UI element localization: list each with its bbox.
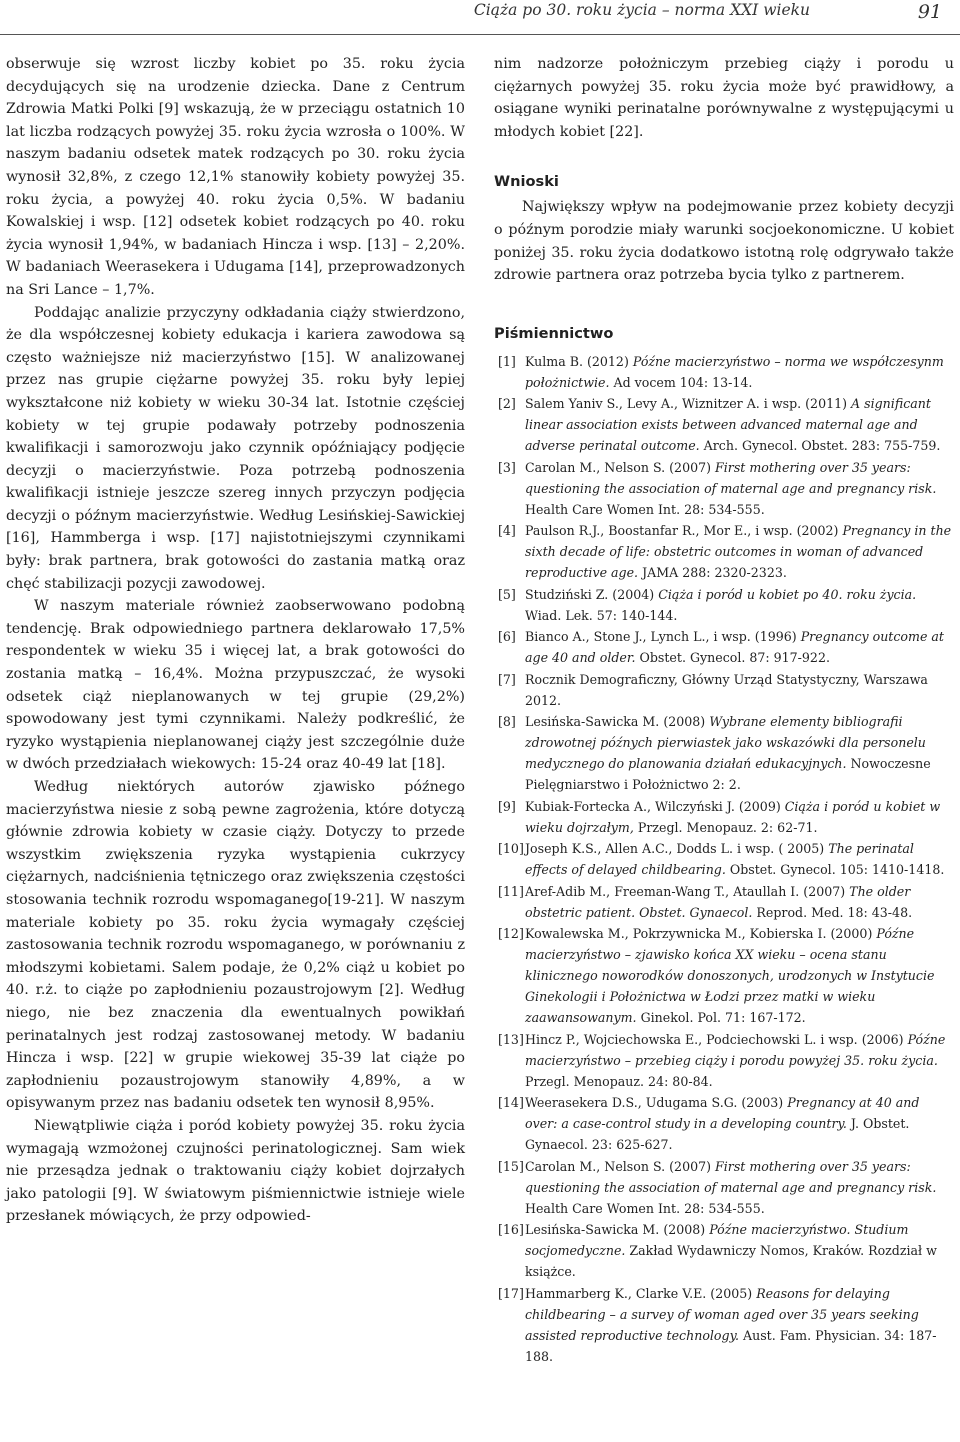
reference-title: Późne macierzyństwo – przebieg ciąży i porodu powyżej 35. roku życia. [525,1031,946,1068]
left-column [6,53,465,1228]
reference-source: JAMA 288: 2320-2323. [638,565,787,581]
reference-number: [16] [498,1222,524,1238]
page-number: 91 [917,1,942,23]
reference-source: Reprod. Med. 18: 43-48. [752,904,913,920]
reference-number: [2] [498,396,516,412]
reference-number: [11] [498,883,524,899]
reference-title: A significant linear association exists between advanced maternal age and adverse perinatal outcome. [525,396,931,454]
body-paragraph: obserwuje się wzrost liczby kobiet po 35. roku życia decydujących się na urodzenie dziecka. Dane z Centrum Zdrowia Matki Polki [9] wskazują, że w przeciągu ostatnich 10 lat liczba rodzących powyżej 35. roku życia wzrosła o 100%. W naszym badaniu odsetek matek rodzących po 30. roku życia wynosił 32,8%, z czego 12,1% stanowiły kobiety powyżej 35. roku życia, a powyżej 40. roku życia 0,5%. W badaniu Kowalskiej i wsp. [12] odsetek kobiet rodzących po 40. roku życia wynosił 1,94%, w badaniach Hincza i wsp. [13] – 2,20%. W badaniach Weerasekera i Udugama [14], przeprowadzonych na Sri Lance – 1,7%. [6,56,465,298]
reference-title: The older obstetric patient. Obstet. Gynaecol. [525,883,911,920]
reference-item [494,457,954,520]
reference-source: Arch. Gynecol. Obstet. 283: 755-759. [699,438,941,454]
reference-number: [8] [498,714,516,730]
conclusions-paragraph: Największy wpływ na podejmowanie przez kobiety decyzji o późnym porodzie miały warunki socjoekonomiczne. U kobiet poniżej 35. roku życia dodatkowo istotną rolę odgrywało także zdrowie partnera oraz potrzeba bycia tylko z partnerem. [494,199,954,284]
reference-authors: Carolan M., Nelson S. (2007) [525,459,716,475]
reference-title: Późne macierzyństwo. Studium socjomedyczne. [525,1222,909,1259]
reference-title: Reasons for delaying childbearing – a survey of woman aged over 35 years seeking assisted reproductive technology. [525,1285,919,1343]
reference-item [494,1283,954,1367]
reference-authors: Kowalewska M., Pokrzywnicka M., Kobierska I. (2000) [525,926,877,942]
reference-source: Obstet. Gynecol. 105: 1410-1418. [725,862,945,878]
reference-authors: Kulma B. (2012) [525,353,633,369]
reference-title: Późne macierzyństwo – norma we współczesynm położnictwie. [525,353,944,390]
reference-number: [5] [498,586,516,602]
reference-source: Health Care Women Int. 28: 534-555. [525,501,765,517]
reference-number: [7] [498,671,516,687]
reference-source: Aust. Fam. Physician. 34: 187-188. [525,1327,937,1364]
reference-title: The perinatal effects of delayed childbearing. [525,841,914,878]
reference-source: Zakład Wydawniczy Nomos, Kraków. Rozdział w książce. [525,1243,937,1280]
reference-source: Przegl. Menopauz. 24: 80-84. [525,1073,713,1089]
reference-authors: Aref-Adib M., Freeman-Wang T., Ataullah I. (2007) [525,883,850,899]
reference-item [494,626,954,668]
reference-number: [4] [498,523,516,539]
reference-title: Późne macierzyństwo – zjawisko końca XX wieku – ocena stanu klinicznego noworodków donoszonych, urodzonych w Instytucie Ginekologii i Położnictwa w Łodzi przez matki w wieku zaawansowanym. [525,926,935,1026]
reference-item [494,351,954,393]
reference-item [494,881,954,923]
reference-authors: Salem Yaniv S., Levy A., Wiznitzer A. i wsp. (2011) [525,396,852,412]
reference-item [494,923,954,1028]
reference-authors: Hincz P., Wojciechowska E., Podciechowski L. i wsp. (2006) [525,1031,908,1047]
reference-number: [13] [498,1031,524,1047]
reference-number: [9] [498,798,516,814]
reference-number: [10] [498,841,524,857]
body-paragraph: nim nadzorze położniczym przebieg ciąży i porodu u ciężarnych powyżej 35. roku życia może być prawidłowy, a osiągane wyniki perinatalne porównywalne z występującymi u młodych kobiet [22]. [494,56,954,140]
reference-item [494,796,954,838]
reference-authors: Carolan M., Nelson S. (2007) [525,1158,716,1174]
reference-source: Ad vocem 104: 13-14. [609,374,753,390]
body-paragraph: W naszym materiale również zaobserwowano podobną tendencję. Brak odpowiedniego partnera deklarowało 17,5% respondentek w wieku 35 i więcej lat, a brak gotowości do zostania matką – 16,4%. Można przypuszczać, że wysoki odsetek ciąż nieplanowanych w tej grupie (29,2%) spowodowany jest tymi czynnikami. Należy podkreślić, że ryzyko wystąpienia nieplanowanej ciąży jest szczególnie duże w dwóch przedziałach wiekowych: 15-24 oraz 40-49 lat [18]. [6,598,465,773]
reference-number: [1] [498,353,516,369]
conclusions-heading: Wnioski [494,173,559,191]
reference-authors: Lesińska-Sawicka M. (2008) [525,1222,710,1238]
reference-source: Health Care Women Int. 28: 534-555. [525,1200,765,1216]
reference-number: [14] [498,1095,524,1111]
reference-item [494,1156,954,1219]
reference-number: [12] [498,926,524,942]
reference-title: First mothering over 35 years: questioning the association of maternal age and pregnancy risk. [525,1158,937,1195]
reference-item [494,838,954,880]
reference-title: Wybrane elementy bibliografii zdrowotnej późnych pierwiastek jako wskazówki dla personelu medycznego do planowania działań edukacyjnych. [525,714,926,772]
running-title: Ciąża po 30. roku życia – norma XXI wieku [473,1,810,19]
reference-source: Wiad. Lek. 57: 140-144. [525,607,678,623]
reference-item [494,1219,954,1282]
reference-number: [17] [498,1285,524,1301]
reference-number: [15] [498,1158,524,1174]
reference-authors: Lesińska-Sawicka M. (2008) [525,714,710,730]
reference-authors: Paulson R.J., Boostanfar R., Mor E., i wsp. (2002) [525,523,843,539]
reference-title: Ciąża i poród u kobiet po 40. roku życia. [658,586,917,602]
reference-item [494,1092,954,1155]
reference-title: Pregnancy in the sixth decade of life: obstetric outcomes in woman of advanced reproductive age. [525,523,952,581]
reference-authors: Kubiak-Fortecka A., Wilczyński J. (2009) [525,798,785,814]
reference-authors: Joseph K.S., Allen A.C., Dodds L. i wsp. ( 2005) [525,841,829,857]
right-column [494,53,954,1367]
references-heading: Piśmiennictwo [494,324,614,342]
body-paragraph: Niewątpliwie ciąża i poród kobiety powyżej 35. roku życia wymagają wzmożonej czujności perinatologicznej. Sam wiek nie przesądza jednak o traktowaniu ciąży kobiet dojrzałych jako patologii [9]. W światowym piśmiennictwie istnieje wiele przesłanek mówiących, że przy odpowied- [6,1117,465,1225]
running-header [0,0,960,35]
reference-source: Przegl. Menopauz. 2: 62-71. [633,819,818,835]
reference-number: [6] [498,629,516,645]
reference-title: Pregnancy at 40 and over: a case-control study in a developing country. [525,1095,920,1132]
reference-source: J. Obstet. Gynaecol. 23: 625-627. [525,1116,910,1153]
reference-authors: Weerasekera D.S., Udugama S.G. (2003) [525,1095,788,1111]
reference-source: Obstet. Gynecol. 87: 917-922. [635,650,830,666]
reference-authors: Hammarberg K., Clarke V.E. (2005) [525,1285,757,1301]
body-paragraph: Poddając analizie przyczyny odkładania ciąży stwierdzono, że dla współczesnej kobiety edukacja i kariera zawodowa są często ważniejsze niż macierzyństwo [15]. W analizowanej przez nas grupie ciężarne powyżej 35. roku były lepiej wykształcone niż kobiety w wieku 30-34 lat. Istotnie częściej kobiety w tej grupie podawały potrzeby podnoszenia kwalifikacji i samorozwoju jako czynnik opóźniający podjęcie decyzji o macierzyństwie. Poza potrzebą podnoszenia kwalifikacji istnieje jeszcze szereg innych przyczyn podjęcia decyzji o późnym macierzyństwie. Według Lesińskiej-Sawickiej [16], Hammberga i wsp. [17] najistotniejszymi czynnikami były: brak partnera, brak gotowości do zastania matką oraz chęć stabilizacji pozycji zawodowej. [6,304,465,592]
reference-item [494,669,954,711]
reference-source: Ginekol. Pol. 71: 167-172. [636,1010,806,1026]
reference-item [494,584,954,626]
reference-title: Pregnancy outcome at age 40 and older. [525,629,944,666]
reference-list [494,351,954,1367]
reference-number: [3] [498,459,516,475]
reference-title: First mothering over 35 years: questioning the association of maternal age and pregnancy risk. [525,459,937,496]
reference-item [494,1029,954,1092]
reference-item [494,520,954,583]
reference-item [494,393,954,456]
reference-source: Nowoczesne Pielęgniarstwo i Położnictwo 2: 2. [525,756,931,793]
body-paragraph: Według niektórych autorów zjawisko późnego macierzyństwa niesie z sobą pewne zagrożenia, które dotyczą głównie zdrowia kobiety w czasie ciąży. Dotyczy to przede wszystkim zwiększenia ryzyka wystąpienia cukrzycy ciężarnych, nadciśnienia tętniczego oraz zwiększenia częstości stosowania technik rozrodu wspomaganego[19-21]. W naszym materiale kobiety po 35. roku życia wymagały częściej zastosowania technik rozrodu wspomaganego, w porównaniu z młodszymi kobietami. Salem podaje, że 0,2% ciąż u kobiet po 40. r.ż. to ciąże po zapłodnieniu pozaustrojowym [2]. Według niego, nie bez znaczenia dla ewentualnych powikłań perinatalnych jest rodzaj zastosowanej metody. W badaniu Hincza i wsp. [22] w grupie wiekowej 35-39 lat ciąże po zapłodnieniu pozaustrojowym stanowiły 4,89%, a w opisywanym przez nas badaniu odsetek ten wynosił 8,95%. [6,779,465,1112]
reference-title: Ciąża i poród u kobiet w wieku dojrzałym, [525,798,941,835]
reference-authors: Bianco A., Stone J., Lynch L., i wsp. (1996) [525,629,801,645]
reference-item [494,711,954,795]
reference-authors: Studziński Z. (2004) [525,586,659,602]
reference-authors: Rocznik Demograficzny, Główny Urząd Statystyczny, Warszawa 2012. [525,671,928,708]
